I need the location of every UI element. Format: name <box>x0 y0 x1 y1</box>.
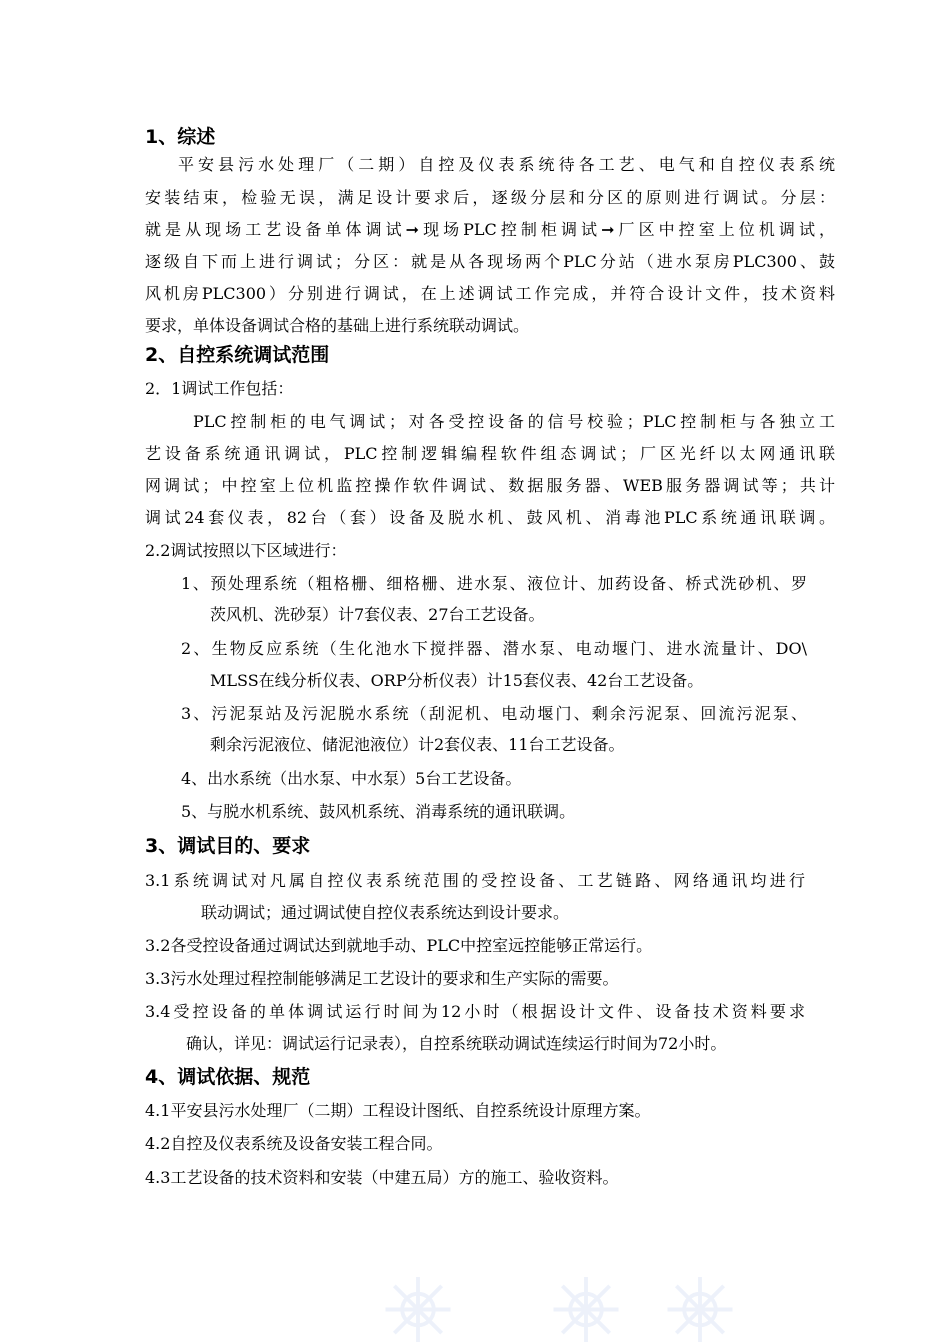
req-3-3: 3.3污水处理过程控制能够满足工艺设计的要求和生产实际的需要。 <box>145 969 619 988</box>
list-item-2-line-1: 2、生物反应系统（生化池水下搅拌器、潜水泵、电动堰门、进水流量计、DO\ <box>181 639 807 658</box>
section-1-line-4: 逐级自下而上进行调试；分区：就是从各现场两个PLC分站（进水泵房PLC300、鼓 <box>145 252 835 271</box>
snowflake-icon <box>551 1275 621 1344</box>
list-item-2-line-2: MLSS在线分析仪表、ORP分析仪表）计15套仪表、42台工艺设备。 <box>210 671 704 690</box>
req-3-2: 3.2各受控设备通过调试达到就地手动、PLC中控室远控能够正常运行。 <box>145 936 653 955</box>
req-3-4-line-2: 确认，详见：调试运行记录表），自控系统联动调试连续运行时间为72小时。 <box>186 1034 727 1053</box>
req-3-1-line-2: 联动调试；通过调试使自控仪表系统达到设计要求。 <box>201 903 570 922</box>
section-2-1-label: 2．1调试工作包括： <box>145 379 294 398</box>
section-2-1-line-1: PLC控制柜的电气调试；对各受控设备的信号校验；PLC控制柜与各独立工 <box>193 412 835 431</box>
section-1-line-1: 平安县污水处理厂（二期）自控及仪表系统待各工艺、电气和自控仪表系统 <box>178 155 835 174</box>
section-2-1-line-4: 调试24套仪表，82台（套）设备及脱水机、鼓风机、消毒池PLC系统通讯联调。 <box>145 508 835 527</box>
list-item-4: 4、出水系统（出水泵、中水泵）5台工艺设备。 <box>181 769 522 788</box>
section-1-heading: 1、综述 <box>145 126 216 148</box>
section-1-line-5: 风机房PLC300）分别进行调试，在上述调试工作完成，并符合设计文件，技术资料 <box>145 284 835 303</box>
basis-4-3: 4.3工艺设备的技术资料和安装（中建五局）方的施工、验收资料。 <box>145 1168 619 1187</box>
section-4-heading: 4、调试依据、规范 <box>145 1066 311 1088</box>
section-2-1-line-3: 网调试；中控室上位机监控操作软件调试、数据服务器、WEB服务器调试等；共计 <box>145 476 835 495</box>
snowflake-icon <box>665 1275 735 1344</box>
section-2-1-line-2: 艺设备系统通讯调试，PLC控制逻辑编程软件组态调试；厂区光纤以太网通讯联 <box>145 444 835 463</box>
section-2-2-label: 2.2调试按照以下区域进行： <box>145 541 347 560</box>
list-item-5: 5、与脱水机系统、鼓风机系统、消毒系统的通讯联调。 <box>181 802 576 821</box>
list-item-1-line-1: 1、预处理系统（粗格栅、细格栅、进水泵、液位计、加药设备、桥式洗砂机、罗 <box>181 574 807 593</box>
section-1-line-3: 就是从现场工艺设备单体调试➞现场PLC控制柜调试➞厂区中控室上位机调试， <box>145 220 835 239</box>
section-1-line-6: 要求，单体设备调试合格的基础上进行系统联动调试。 <box>145 316 530 335</box>
req-3-4-line-1: 3.4受控设备的单体调试运行时间为12小时（根据设计文件、设备技术资料要求 <box>145 1002 805 1021</box>
basis-4-1: 4.1平安县污水处理厂（二期）工程设计图纸、自控系统设计原理方案。 <box>145 1101 651 1120</box>
basis-4-2: 4.2自控及仪表系统及设备安装工程合同。 <box>145 1134 443 1153</box>
list-item-3-line-2: 剩余污泥液位、储泥池液位）计2套仪表、11台工艺设备。 <box>210 735 625 754</box>
req-3-1-line-1: 3.1系统调试对凡属自控仪表系统范围的受控设备、工艺链路、网络通讯均进行 <box>145 871 805 890</box>
section-2-heading: 2、自控系统调试范围 <box>145 344 330 366</box>
section-1-line-2: 安装结束，检验无误，满足设计要求后，逐级分层和分区的原则进行调试。分层： <box>145 188 835 207</box>
section-3-heading: 3、调试目的、要求 <box>145 835 311 857</box>
list-item-3-line-1: 3、污泥泵站及污泥脱水系统（刮泥机、电动堰门、剩余污泥泵、回流污泥泵、 <box>181 704 807 723</box>
snowflake-icon <box>383 1275 453 1344</box>
list-item-1-line-2: 茨风机、洗砂泵）计7套仪表、27台工艺设备。 <box>210 605 545 624</box>
